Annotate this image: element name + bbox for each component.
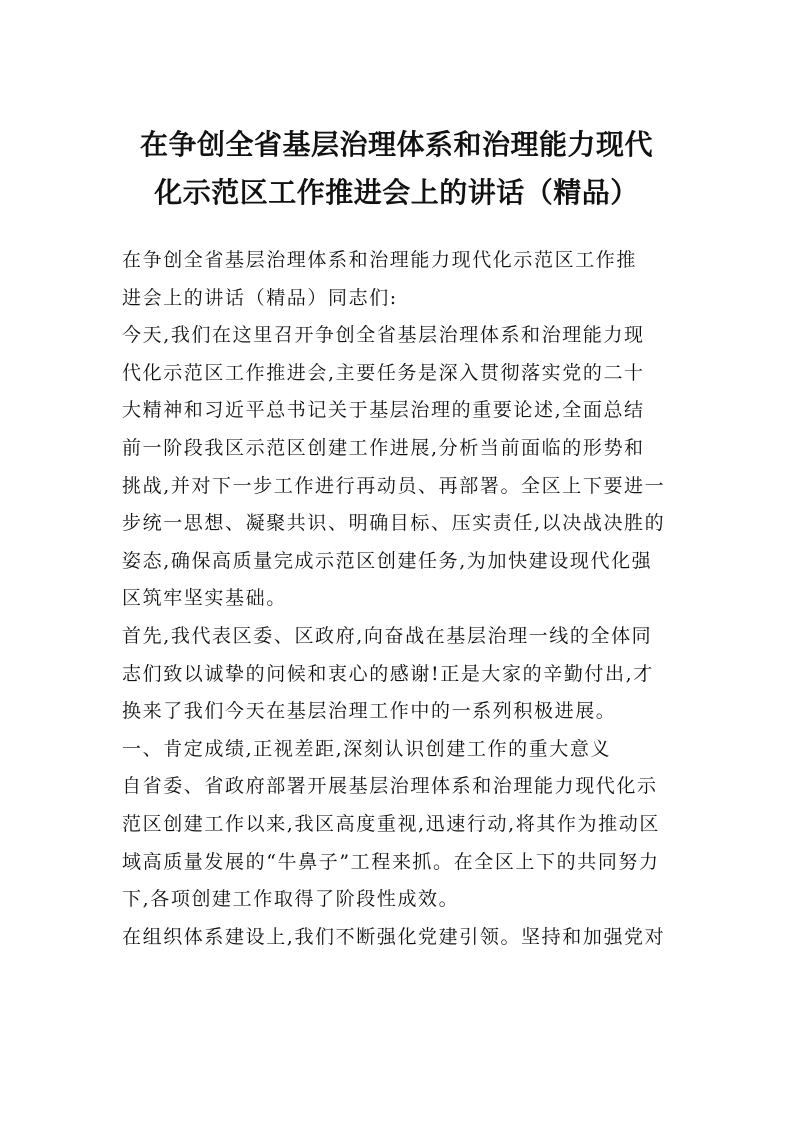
text-line: 步统一思想、凝聚共识、明确目标、压实责任,以决战决胜的 (122, 512, 666, 535)
text-line: 今天,我们在这里召开争创全省基层治理体系和治理能力现 (122, 324, 645, 347)
text-line: 自省委、省政府部署开展基层治理体系和治理能力现代化示 (122, 775, 658, 798)
title-line-2: 化示范区工作推进会上的讲话（精品） (154, 176, 639, 209)
paragraph-organization (122, 919, 678, 957)
text-line: 一、肯定成绩,正视差距,深刻认识创建工作的重大意义 (122, 737, 612, 760)
text-line: 区筑牢坚实基础。 (122, 587, 287, 610)
title-line-1: 在争创全省基层治理体系和治理能力现代 (139, 128, 653, 161)
paragraph-achievements (122, 768, 678, 918)
text-line: 进会上的讲话（精品）同志们: (122, 286, 398, 309)
text-line: 姿态,确保高质量完成示范区创建任务,为加快建设现代化强 (122, 549, 653, 572)
paragraph-intro (122, 242, 678, 317)
text-line: 代化示范区工作推进会,主要任务是深入贯彻落实党的二十 (122, 361, 645, 384)
text-line: 范区创建工作以来,我区高度重视,迅速行动,将其作为推动区 (122, 812, 660, 835)
text-line: 域高质量发展的“牛鼻子”工程来抓。在全区上下的共同努力 (122, 850, 660, 873)
text-line: 大精神和习近平总书记关于基层治理的重要论述,全面总结 (122, 399, 645, 422)
paragraph-opening (122, 317, 678, 618)
text-line: 在争创全省基层治理体系和治理能力现代化示范区工作推 (122, 249, 638, 271)
text-line: 下,各项创建工作取得了阶段性成效。 (122, 888, 460, 911)
section-heading-1 (122, 731, 678, 769)
text-line: 前一阶段我区示范区创建工作进展,分析当前面临的形势和 (122, 436, 645, 459)
text-line: 志们致以诚挚的问候和衷心的感谢!正是大家的辛勤付出,才 (122, 662, 654, 685)
paragraph-thanks (122, 618, 678, 731)
document-body (122, 242, 678, 956)
text-line: 在组织体系建设上,我们不断强化党建引领。坚持和加强党对 (122, 925, 666, 948)
text-line: 换来了我们今天在基层治理工作中的一系列积极进展。 (122, 700, 617, 723)
text-line: 首先,我代表区委、区政府,向奋战在基层治理一线的全体同 (122, 624, 653, 647)
document-title (100, 121, 693, 217)
text-line: 挑战,并对下一步工作进行再动员、再部署。全区上下要进一 (122, 474, 666, 497)
